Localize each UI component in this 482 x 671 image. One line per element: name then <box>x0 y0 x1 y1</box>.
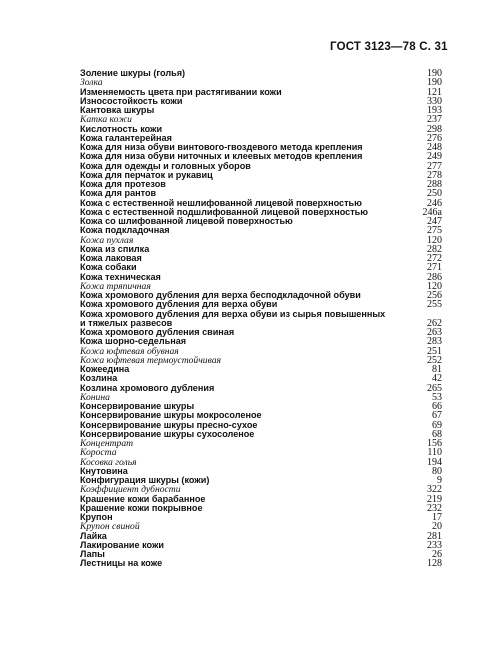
index-term: Конфигурация шкуры (кожи) <box>80 475 210 485</box>
index-page-number: 250 <box>427 188 442 200</box>
index-page-number: 194 <box>427 456 442 468</box>
index-page-number: 278 <box>427 169 442 181</box>
index-entry <box>80 106 442 115</box>
index-term: Кислотность кожи <box>80 123 163 134</box>
index-term: Кожа пухлая <box>80 234 134 246</box>
index-page-number: 121 <box>427 86 442 98</box>
index-term: Кожеедина <box>80 364 130 374</box>
index-term: Козлина <box>80 373 118 384</box>
index-term: Кожа для перчаток и рукавиц <box>80 169 213 180</box>
index-entry <box>80 430 442 439</box>
index-page-number: 237 <box>427 114 442 126</box>
index-term: Консервирование шкуры пресно-сухое <box>80 419 258 430</box>
index-term: Кожа хромового дубления для верха беcподкладочной обуви <box>80 290 361 300</box>
index-term: Козлина хромового дубления <box>80 382 215 393</box>
index-term: Коэффициент дубности <box>80 484 181 496</box>
index-page-number: 277 <box>427 160 442 172</box>
index-page-number: 276 <box>427 132 442 144</box>
index-entry <box>80 365 442 374</box>
index-term: Кожа юфтевая термоустойчивая <box>80 354 221 366</box>
index-entry <box>80 384 442 393</box>
index-term: Кожа тряпичная <box>80 280 151 292</box>
index-page-number: 283 <box>427 336 442 348</box>
index-page-number: 246 <box>427 197 442 209</box>
index-page-number: 69 <box>432 419 442 431</box>
index-entry <box>80 226 442 235</box>
index-term: Концентрат <box>80 438 134 449</box>
index-page-number: 68 <box>432 428 442 440</box>
index-term: Кожа собаки <box>80 262 137 273</box>
index-term: Лакирование кожи <box>80 539 165 550</box>
index-entry <box>80 522 442 531</box>
index-page-number: 286 <box>427 271 442 283</box>
index-term: Кожа со шлифованной лицевой поверхностью <box>80 216 293 226</box>
index-page-number: 262 <box>427 317 442 329</box>
index-entry <box>80 310 442 329</box>
index-term: Кожа хромового дубления для верха обуви из сырья повышенных и тяжелых развесов <box>80 308 386 328</box>
index-term: Кожа шорно-седельная <box>80 336 187 347</box>
index-entry <box>80 458 442 467</box>
index-page-number: 272 <box>427 253 442 264</box>
index-page-number: 156 <box>427 438 442 449</box>
index-page-number: 81 <box>432 364 442 375</box>
index-entry <box>80 504 442 513</box>
index-page-number: 298 <box>427 123 442 135</box>
index-page-number: 330 <box>427 95 442 107</box>
index-page-number: 66 <box>432 401 442 412</box>
index-page-number: 17 <box>432 512 442 523</box>
index-page-number: 275 <box>427 225 442 237</box>
index-term: Лестницы на коже <box>80 558 163 569</box>
index-term: Кожа подкладочная <box>80 225 170 236</box>
index-term: Крупон свиной <box>80 521 140 533</box>
index-page-number: 248 <box>427 142 442 153</box>
index-term: Кожа с естественной нешлифованной лицевой поверхностью <box>80 197 362 208</box>
index-page-number: 233 <box>427 539 442 551</box>
index-term: Консервирование шкуры мокросоленое <box>80 410 262 421</box>
index-term: Консервирование шкуры сухосоленое <box>80 428 255 439</box>
index-entry <box>80 439 442 448</box>
index-term: Кожа для одежды и головных уборов <box>80 160 251 171</box>
index-term: Золка <box>80 77 103 89</box>
index-page-number: 190 <box>427 68 442 79</box>
index-entry <box>80 541 442 550</box>
index-term: Катка кожи <box>80 114 132 126</box>
index-term: Короста <box>80 447 117 459</box>
index-term: Кожа из спилка <box>80 243 150 254</box>
index-term: Кожа для низа обуви винтового-гвоздевого метода крепления <box>80 142 363 152</box>
index-page-number: 232 <box>427 502 442 514</box>
index-page-number: 193 <box>427 105 442 116</box>
index-page-number: 42 <box>432 373 442 385</box>
index-term: Кожа с естественной подшлифованной лицевой поверхностью <box>80 206 369 217</box>
index-term: Кожа хромового дубления для верха обуви <box>80 299 278 310</box>
index-term: Косовка голья <box>80 456 137 468</box>
index-page-number: 249 <box>427 151 442 163</box>
index-term: Кожа галантерейная <box>80 132 172 143</box>
index-term: Крупон <box>80 512 113 522</box>
index-page-number: 288 <box>427 179 442 190</box>
index-page-number: 190 <box>427 77 442 89</box>
index-page-number: 246а <box>422 206 442 218</box>
index-page-number: 251 <box>427 345 442 357</box>
index-term: Консервирование шкуры <box>80 401 195 411</box>
index-term: Крашение кожи покрывное <box>80 502 203 513</box>
index-page-number: 252 <box>427 354 442 366</box>
index-term: Кожа для протезов <box>80 179 166 189</box>
index-page-number: 80 <box>432 465 442 477</box>
index-term: Кантовка шкуры <box>80 105 155 115</box>
index-page-number: 265 <box>427 382 442 394</box>
index-entry <box>80 559 442 568</box>
index-page-number: 271 <box>427 262 442 274</box>
index-term: Изменяемость цвета при растягивании кожи <box>80 86 282 97</box>
index-term: Золение шкуры (голья) <box>80 68 186 78</box>
index-entry <box>80 69 442 78</box>
index-page-number: 67 <box>432 410 442 422</box>
index-term: Лапы <box>80 549 105 559</box>
index-term: Кожа для рантов <box>80 188 157 199</box>
index-page-number: 263 <box>427 327 442 338</box>
index-term: Конина <box>80 391 110 403</box>
index-term: Кожа лаковая <box>80 253 142 263</box>
index-page-number: 9 <box>437 475 442 486</box>
index-term: Кожа хромового дубления свиная <box>80 327 235 337</box>
index-page-number: 20 <box>432 521 442 533</box>
index-page-number: 247 <box>427 216 442 227</box>
index-term: Кожа юфтевая обувная <box>80 345 179 357</box>
index-term: Износостойкость кожи <box>80 95 183 106</box>
index-term: Лайка <box>80 530 107 541</box>
index-page-number: 120 <box>427 234 442 246</box>
index-page-number: 322 <box>427 484 442 496</box>
index-term: Кожа для низа обуви ниточных и клеевых методов крепления <box>80 151 363 162</box>
index-page-number: 281 <box>427 530 442 542</box>
index-page-number: 120 <box>427 280 442 292</box>
index-entry <box>80 356 442 365</box>
index-page-number: 110 <box>427 447 442 459</box>
index-page-number: 219 <box>427 493 442 505</box>
index-page-number: 53 <box>432 391 442 403</box>
page-header: ГОСТ 3123—78 С. 31 <box>330 41 448 53</box>
index-term: Кнутовина <box>80 465 128 476</box>
index-list <box>80 69 442 569</box>
index-page-number: 128 <box>427 558 442 570</box>
index-page-number: 282 <box>427 243 442 255</box>
index-term: Кожа техническая <box>80 271 161 282</box>
index-page-number: 26 <box>432 549 442 560</box>
index-term: Крашение кожи барабанное <box>80 493 206 504</box>
index-page-number: 255 <box>427 299 442 311</box>
index-page-number: 256 <box>427 290 442 301</box>
